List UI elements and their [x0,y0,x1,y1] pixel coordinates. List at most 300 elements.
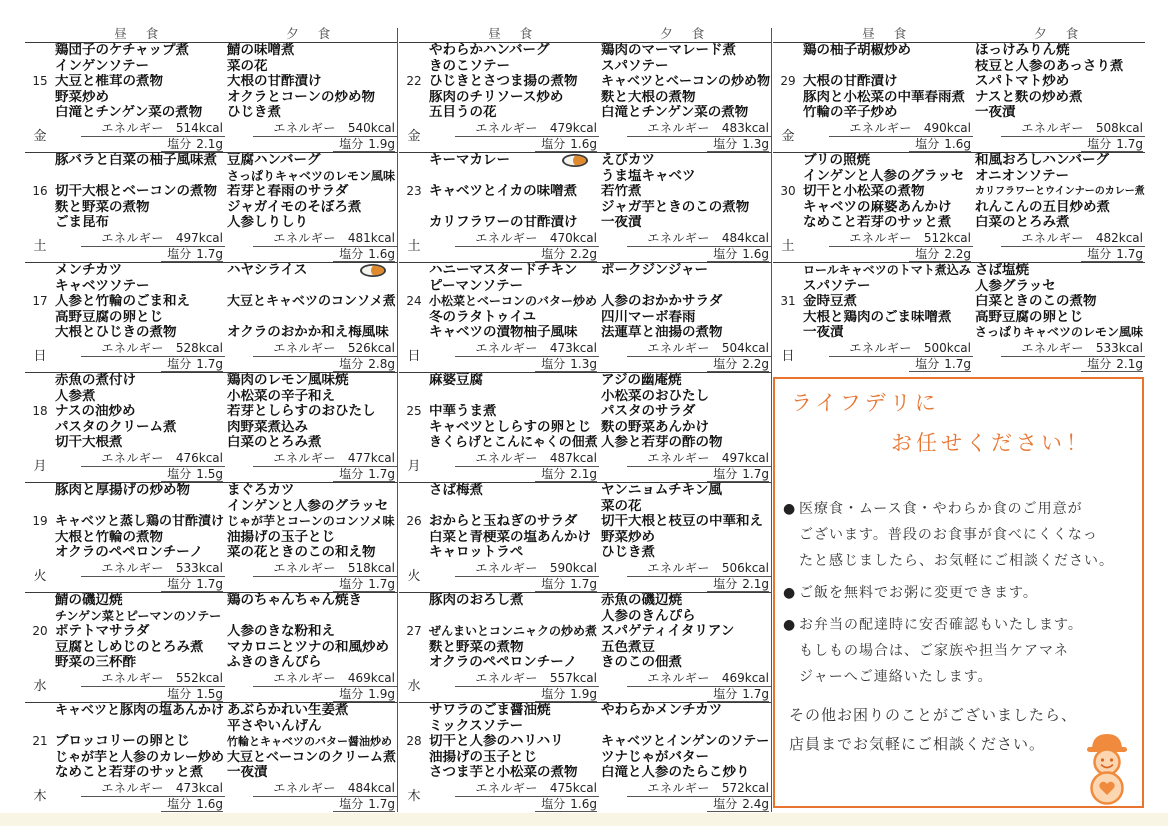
menu-item: うま塩キャベツ [601,168,696,184]
energy-value: 557kcal [549,670,597,685]
menu-item [227,310,397,326]
salt-value: 1.7g [742,466,769,481]
salt-label: 塩分 [713,686,738,701]
salt-underline [707,247,769,262]
menu-item: 竹輪の辛子炒め [803,105,898,120]
salt-label: 塩分 [339,796,364,811]
menu-item: 白菜のとろみ煮 [975,215,1070,230]
energy-label: エネルギー [101,670,164,685]
menu-item: 豆腐ハンバーグ [227,153,321,168]
menu-item: マカロニとツナの和風炒め [227,639,389,655]
meal-header-row [399,28,771,42]
weekday-label: 金 [407,129,421,144]
menu-item: キャベツの麻婆あんかけ [803,199,952,215]
menu-item: 油揚げの玉子とじ [227,529,335,545]
dinner-menu [227,153,397,262]
salt-underline [333,137,395,152]
energy-label: エネルギー [849,230,912,245]
salt-label: 塩分 [339,686,364,701]
energy-row [627,341,771,357]
menu-item: キャベツとインゲンのソテー [601,734,770,749]
day-cell [399,482,771,592]
promo-bullet [783,612,1136,690]
energy-label: エネルギー [647,230,710,245]
menu-item: 冬のラタトゥイユ [429,309,536,325]
lunch-menu [55,593,225,702]
bullet-marker: ● [783,585,796,601]
menu-item: メンチカツ [55,263,123,278]
menu-item: 菜の花 [227,58,268,74]
menu-item: ヤンニョムチキン風 [601,483,722,498]
energy-label: エネルギー [1021,120,1084,135]
salt-underline [333,357,395,372]
menu-item: なめこと若芽のサッと煮 [55,765,204,780]
menu-item [601,719,771,735]
energy-row [455,121,599,137]
salt-row [975,247,1145,262]
menu-item: じゃが芋とコーンのコンソメ味 [227,514,395,528]
menu-item: 麩と野菜の煮物 [429,639,524,655]
dinner-menu [227,373,397,482]
energy-row [627,451,771,467]
salt-row [429,467,599,482]
salt-value: 1.5g [196,686,223,701]
salt-value: 1.9g [368,136,395,151]
menu-item: 若芽としらすのおひたし [227,404,376,419]
menu-item: なめこと若芽のサッと煮 [803,215,952,230]
menu-item: インゲンソテー [55,58,149,74]
salt-label: 塩分 [167,796,192,811]
energy-label: エネルギー [1021,340,1084,355]
energy-value: 481kcal [347,230,395,245]
energy-value: 572kcal [721,780,769,795]
dinner-header: 夕 食 [660,26,712,41]
menu-item: 切干大根と枝豆の中華和え [601,514,763,529]
menu-item [429,200,599,216]
day-cell [25,152,397,262]
salt-value: 1.7g [368,796,395,811]
salt-value: 1.7g [1116,136,1143,151]
menu-item: 鶏の柚子胡椒炒め [803,43,911,58]
lunch-menu [55,703,225,812]
energy-label: エネルギー [273,340,336,355]
energy-row [627,121,771,137]
menu-item: 大豆とベーコンのクリーム煮 [227,749,397,765]
energy-value: 484kcal [721,230,769,245]
menu-item: 枝豆と人参のあっさり煮 [975,58,1124,74]
menu-item: 白菜と青梗菜の塩あんかけ [429,529,591,545]
salt-value: 2.2g [742,356,769,371]
menu-item: 若竹煮 [601,184,642,199]
menu-item: さっぱりキャベツのレモン風味 [975,325,1144,339]
curry-plate-icon [561,153,589,168]
day-cell [399,372,771,482]
lunch-header: 昼 食 [488,26,540,41]
energy-label: エネルギー [273,780,336,795]
menu-item: オクラのペペロンチーノ [55,545,203,560]
salt-value: 1.6g [368,246,395,261]
menu-item [429,609,599,625]
salt-row [227,577,397,592]
energy-value: 479kcal [549,120,597,135]
menu-item: スパトマト炒め [975,74,1070,89]
salt-value: 1.7g [570,576,597,591]
promo-bullet [783,580,1136,606]
salt-value: 1.9g [368,686,395,701]
day-cell [25,372,397,482]
salt-label: 塩分 [1087,356,1112,371]
salt-value: 2.2g [944,246,971,261]
salt-label: 塩分 [339,136,364,151]
menu-item: インゲンと人参のグラッセ [803,168,965,184]
menu-item: 大豆とキャベツのコンソメ煮 [227,294,396,309]
salt-underline [535,797,597,812]
energy-value: 475kcal [549,780,597,795]
menu-item: ポテトマサラダ [55,624,150,639]
menu-item: ナスと麩の炒め煮 [975,89,1083,105]
menu-item: 油揚げの玉子とじ [429,749,537,765]
lunch-menu [429,43,599,152]
energy-label: エネルギー [647,780,710,795]
day-number: 23 [406,184,422,198]
menu-item: 大根と鶏肉のごま味噌煮 [803,309,952,325]
energy-row [253,451,397,467]
energy-label: エネルギー [849,340,912,355]
menu-item: 菜の花 [601,498,642,514]
energy-label: エネルギー [475,780,538,795]
salt-underline [333,797,395,812]
energy-row [81,451,225,467]
menu-item: れんこんの五目炒め煮 [975,199,1110,215]
salt-row [227,687,397,702]
menu-item: 鯖の味噌煮 [227,43,295,58]
salt-label: 塩分 [541,576,566,591]
salt-underline [707,467,769,482]
salt-label: 塩分 [713,246,738,261]
menu-item: 肉野菜煮込み [227,419,308,435]
menu-item: スパソテー [803,278,871,294]
salt-label: 塩分 [339,576,364,591]
salt-label: 塩分 [915,356,940,371]
menu-item: ナスの油炒め [55,404,136,419]
energy-row [455,451,599,467]
salt-label: 塩分 [915,246,940,261]
day-cell [773,262,1145,372]
energy-label: エネルギー [101,120,164,135]
energy-value: 473kcal [549,340,597,355]
energy-row [81,671,225,687]
salt-label: 塩分 [713,796,738,811]
salt-underline [909,137,971,152]
salt-value: 1.7g [368,466,395,481]
energy-label: エネルギー [273,670,336,685]
salt-row [601,797,771,812]
salt-label: 塩分 [713,466,738,481]
menu-item: キャロットラペ [429,545,524,560]
menu-item: ふきのきんぴら [227,655,322,670]
menu-item: 豚肉のおろし煮 [429,593,524,608]
menu-item: ミックスソテー [429,718,524,734]
meal-header-row [773,28,1145,42]
day-cell [25,42,397,152]
energy-value: 533kcal [1095,340,1143,355]
salt-label: 塩分 [541,796,566,811]
promo-line: ございます。普段のお食事が食べにくくなっ [799,527,1098,543]
menu-item: 法蓮草と油揚の煮物 [601,325,723,340]
salt-row [975,357,1145,372]
menu-item: キャベツと豚肉の塩あんかけ [55,703,225,718]
menu-item: 白滝とチンゲン菜の煮物 [55,105,203,120]
salt-value: 1.7g [368,576,395,591]
energy-row [627,231,771,247]
salt-row [601,577,771,592]
menu-item: 高野豆腐の卵とじ [975,309,1083,325]
salt-value: 1.7g [196,246,223,261]
energy-row [253,561,397,577]
dinner-menu [227,593,397,702]
energy-value: 552kcal [175,670,223,685]
menu-item: ひじきとさつま揚の煮物 [429,74,578,89]
salt-row [55,357,225,372]
day-number: 17 [32,294,48,308]
day-cell [25,482,397,592]
menu-item [429,499,599,515]
salt-value: 1.3g [742,136,769,151]
menu-item: 鶏のちゃんちゃん焼き [227,593,362,608]
salt-value: 1.6g [570,136,597,151]
lunch-menu [803,153,973,262]
menu-item: 小松菜の辛子和え [227,388,335,404]
day-number: 29 [780,74,796,88]
dinner-menu [601,593,771,702]
menu-item: 五目うの花 [429,105,497,120]
energy-row [627,781,771,797]
dinner-menu [601,43,771,152]
salt-underline [707,577,769,592]
menu-item: きくらげとこんにゃくの佃煮 [429,435,598,450]
energy-value: 497kcal [721,450,769,465]
lunch-menu [55,153,225,262]
salt-value: 1.7g [196,576,223,591]
salt-underline [707,137,769,152]
menu-item: パスタのクリーム煮 [55,419,177,435]
menu-item: 豚肉と小松菜の中華春雨煮 [803,89,965,105]
lunch-header: 昼 食 [114,26,166,41]
lunch-menu [55,373,225,482]
weekday-label: 水 [33,679,47,694]
menu-item: さつま芋と小松菜の煮物 [429,765,578,780]
salt-label: 塩分 [541,246,566,261]
salt-underline [535,137,597,152]
weekday-label: 金 [781,129,795,144]
menu-item: 野菜炒め [601,529,655,545]
menu-item: ブロッコリーの卵とじ [55,734,190,749]
day-cell [25,262,397,372]
menu-item: 一夜漬 [227,765,268,780]
energy-label: エネルギー [475,450,538,465]
meal-header-row [25,28,397,42]
menu-item: パスタのサラダ [601,404,696,419]
menu-item: スパソテー [601,58,669,74]
bullet-marker: ● [783,617,796,633]
salt-row [227,797,397,812]
salt-underline [333,687,395,702]
salt-row [55,247,225,262]
menu-item [601,279,771,295]
menu-item: 中華うま煮 [429,404,497,419]
salt-value: 2.2g [570,246,597,261]
salt-underline [909,247,971,262]
menu-item: 野菜炒め [55,89,109,105]
day-number: 30 [780,184,796,198]
salt-row [803,137,973,152]
day-cell [399,262,771,372]
salt-row [227,357,397,372]
salt-label: 塩分 [167,576,192,591]
salt-value: 2.8g [368,356,395,371]
promo-closing-line: 店員までお気軽にご相談ください。 [789,735,1046,753]
menu-item: 鶏肉のレモン風味焼 [227,373,349,388]
energy-value: 526kcal [347,340,395,355]
energy-value: 483kcal [721,120,769,135]
promo-line: ジャーへご連絡いたします。 [799,669,993,685]
energy-value: 512kcal [923,230,971,245]
menu-item: 白菜のとろみ煮 [227,435,322,450]
energy-value: 477kcal [347,450,395,465]
menu-item: 小松菜とベーコンのバター炒め [429,294,598,308]
salt-value: 1.7g [1116,246,1143,261]
energy-row [829,121,973,137]
menu-item: 人参グラッセ [975,278,1056,294]
promo-line: ご飯を無料でお粥に変更できます。 [799,585,1038,601]
day-cell [25,702,397,812]
snowman-mascot-icon [1078,729,1136,805]
day-number: 21 [32,734,48,748]
salt-row [601,137,771,152]
energy-row [455,561,599,577]
energy-row [253,341,397,357]
promo-title-second-line: お任せください！ [891,431,1091,455]
menu-item: 大根の甘酢漬け [227,74,322,89]
menu-item: 大根の甘酢漬け [803,74,898,89]
menu-item: あぶらかれい生姜煮 [227,703,349,718]
salt-row [55,687,225,702]
menu-item: 赤魚の磯辺焼 [601,593,682,608]
menu-item: オクラのペペロンチーノ [429,655,577,670]
energy-label: エネルギー [849,120,912,135]
weekday-label: 月 [33,459,47,474]
menu-item: ジャガ芋ときのこの煮物 [601,199,750,215]
salt-label: 塩分 [713,136,738,151]
energy-row [81,231,225,247]
day-cell [399,592,771,702]
menu-item: 切干と小松菜の煮物 [803,184,925,199]
salt-value: 2.1g [742,576,769,591]
curry-plate-icon [359,263,387,278]
menu-item [227,609,397,625]
energy-value: 482kcal [1095,230,1143,245]
energy-value: 497kcal [175,230,223,245]
energy-label: エネルギー [647,450,710,465]
menu-item [227,279,397,295]
menu-item: 白菜ときのこの煮物 [975,294,1097,309]
salt-value: 2.4g [742,796,769,811]
salt-row [803,247,973,262]
salt-underline [161,687,223,702]
menu-item: 赤魚の煮付け [55,373,136,388]
menu-item: キャベツと蒸し鶏の甘酢漬け [55,514,225,529]
menu-item: ハニーマスタードチキン [429,263,578,278]
weekday-label: 金 [33,129,47,144]
energy-row [829,231,973,247]
energy-row [455,781,599,797]
menu-item: キーマカレー [429,153,510,168]
menu-item: じゃが芋と人参のカレー炒め [55,749,225,765]
salt-label: 塩分 [713,576,738,591]
scan-edge [0,813,1168,826]
energy-row [81,561,225,577]
menu-item: 野菜の三杯酢 [55,655,136,670]
menu-item: 豚肉と厚揚げの炒め物 [55,483,190,498]
lunch-menu [55,43,225,152]
weekday-label: 土 [33,239,47,254]
menu-item: 平さやいんげん [227,718,322,734]
energy-value: 500kcal [923,340,971,355]
salt-label: 塩分 [167,686,192,701]
day-number: 16 [32,184,48,198]
menu-item: 豆腐としめじのとろみ煮 [55,639,204,655]
salt-value: 1.7g [944,356,971,371]
energy-row [1001,121,1145,137]
energy-row [627,671,771,687]
energy-value: 518kcal [347,560,395,575]
weekday-label: 日 [781,349,795,364]
weekday-label: 月 [407,459,421,474]
day-cell [773,152,1145,262]
menu-item: キャベツソテー [55,278,150,294]
day-cell [25,592,397,702]
day-number: 31 [780,294,796,308]
energy-label: エネルギー [475,230,538,245]
menu-item: 白滝と人参のたらこ炒り [601,765,750,780]
lunch-menu [429,593,599,702]
salt-label: 塩分 [167,466,192,481]
menu-item: ぜんまいとコンニャクの炒め煮 [429,624,598,638]
menu-item: さば梅煮 [429,483,483,498]
dinner-menu [601,483,771,592]
salt-underline [535,687,597,702]
menu-item: 麻婆豆腐 [429,373,483,388]
promo-line: たと感じましたら、お気軽にご相談ください。 [799,553,1114,569]
energy-row [455,671,599,687]
salt-row [227,247,397,262]
salt-underline [161,137,223,152]
salt-row [429,357,599,372]
menu-item: 人参と竹輪のごま和え [55,294,190,309]
menu-item: きのこの佃煮 [601,655,682,670]
energy-label: エネルギー [273,230,336,245]
dinner-menu [975,153,1145,262]
lunch-menu [429,373,599,482]
dinner-menu [601,263,771,372]
energy-label: エネルギー [273,450,336,465]
menu-week-column [773,28,1145,372]
energy-value: 476kcal [175,450,223,465]
menu-item: 菜の花ときのこの和え物 [227,545,376,560]
menu-item: 四川マーボ春雨 [601,309,696,325]
menu-item: 大根とひじきの煮物 [55,325,177,340]
day-number: 20 [32,624,48,638]
